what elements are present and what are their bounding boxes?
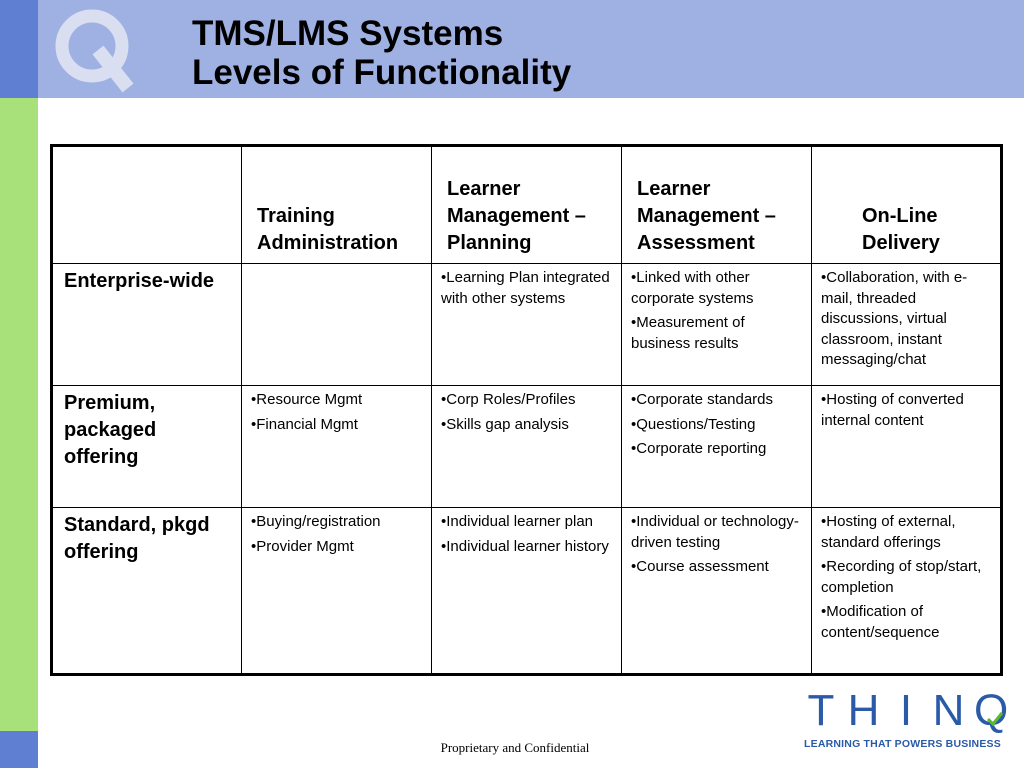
table-cell (622, 508, 812, 675)
bullet-item: • Measurement of business results (631, 313, 803, 354)
logo-letter: N (932, 686, 965, 735)
bullet-item: • Corp Roles/Profiles (441, 390, 613, 411)
slide-title (192, 14, 571, 92)
row-label-enterprise: Enterprise-wide (52, 264, 242, 386)
header-cell-empty (52, 146, 242, 264)
header-cell-learner-planning: Learner Management – Planning (432, 146, 622, 264)
table-cell (432, 264, 622, 386)
row-label-standard: Standard, pkgd offering (52, 508, 242, 675)
bullet-item: • Individual or technology-driven testing (631, 512, 803, 553)
table-cell (432, 508, 622, 675)
table-cell (432, 386, 622, 508)
header-cell-learner-assessment: Learner Management – Assessment (622, 146, 812, 264)
table-cell (622, 264, 812, 386)
table-cell (242, 264, 432, 386)
bullet-item: • Course assessment (631, 557, 803, 578)
bullet-item: • Modification of content/sequence (821, 602, 992, 643)
bullet-item: • Provider Mgmt (251, 537, 423, 558)
bullet-item: • Hosting of external, standard offerings (821, 512, 992, 553)
thinq-wordmark (804, 688, 1008, 734)
q-logo-icon (52, 6, 142, 94)
bullet-item: • Recording of stop/start, completion (821, 557, 992, 598)
table-cell (812, 264, 1002, 386)
logo-tagline: LEARNING THAT POWERS BUSINESS (804, 738, 1001, 750)
corner-block (0, 0, 38, 98)
table-row (52, 508, 1002, 675)
bullet-item: • Questions/Testing (631, 415, 803, 436)
bullet-item: • Financial Mgmt (251, 415, 423, 436)
row-label-premium: Premium, packaged offering (52, 386, 242, 508)
bullet-item: • Individual learner history (441, 537, 613, 558)
bullet-item: • Hosting of converted internal content (821, 390, 992, 431)
bullet-item: • Skills gap analysis (441, 415, 613, 436)
bullet-item: • Corporate standards (631, 390, 803, 411)
logo-letter: H (847, 686, 880, 735)
functionality-table (50, 144, 1003, 676)
header-cell-training-administration: Training Administration (242, 146, 432, 264)
table-cell (242, 386, 432, 508)
table-row (52, 264, 1002, 386)
left-accent-bar (0, 98, 38, 731)
thinq-logo (804, 688, 1008, 754)
title-line-1: TMS/LMS Systems (192, 14, 504, 53)
left-accent-bar-bottom (0, 731, 38, 768)
header-cell-online-delivery: On-Line Delivery (812, 146, 1002, 264)
bullet-item: • Learning Plan integrated with other systems (441, 268, 613, 309)
table-cell (812, 386, 1002, 508)
bullet-item: • Buying/registration (251, 512, 423, 533)
footer-text: Proprietary and Confidential (440, 740, 590, 755)
bullet-item: • Collaboration, with e-mail, threaded discussions, virtual classroom, instant messaging/chat (821, 268, 992, 371)
table-cell (812, 508, 1002, 675)
title-line-2: Levels of Functionality (192, 53, 572, 92)
bullet-item: • Resource Mgmt (251, 390, 423, 411)
logo-letter: I (899, 686, 913, 735)
logo-letter: Q (974, 686, 1009, 735)
logo-letter: T (807, 686, 835, 735)
table-cell (622, 386, 812, 508)
table-header-row (52, 146, 1002, 264)
bullet-item: • Corporate reporting (631, 439, 803, 460)
table-row (52, 386, 1002, 508)
bullet-item: • Individual learner plan (441, 512, 613, 533)
checkmark-icon (986, 710, 1004, 728)
bullet-item: • Linked with other corporate systems (631, 268, 803, 309)
table-cell (242, 508, 432, 675)
